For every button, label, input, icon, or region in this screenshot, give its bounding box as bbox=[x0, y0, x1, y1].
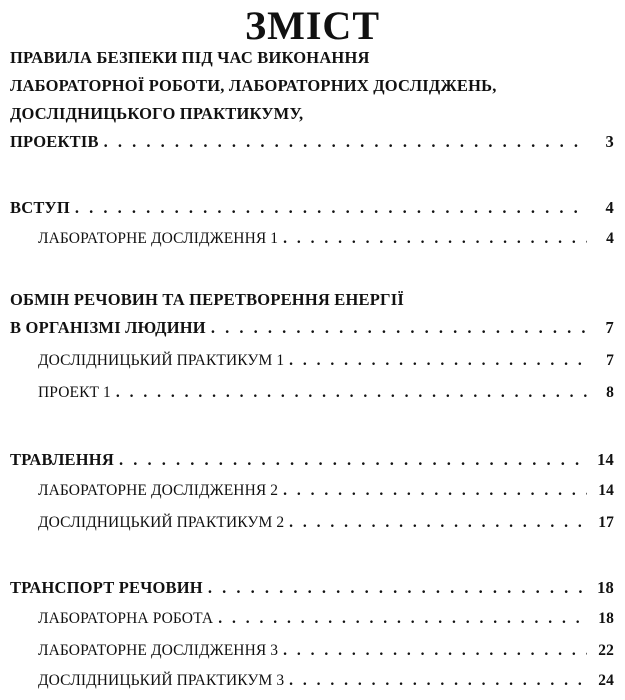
toc-subentry-label: ДОСЛІДНИЦЬКИЙ ПРАКТИКУМ 1 bbox=[38, 352, 285, 369]
dot-leader bbox=[289, 352, 587, 370]
toc-entry-label: В ОРГАНІЗМІ ЛЮДИНИ bbox=[10, 318, 206, 337]
dot-leader bbox=[208, 578, 587, 598]
dot-leader bbox=[283, 642, 587, 660]
toc-entry-page: 3 bbox=[605, 132, 614, 151]
toc-subentry[interactable] bbox=[38, 230, 614, 254]
toc-subentry[interactable] bbox=[38, 610, 614, 634]
toc-entry-transport[interactable] bbox=[10, 578, 614, 602]
toc-entry-label: ТРАВЛЕННЯ bbox=[10, 450, 114, 469]
dot-leader bbox=[283, 230, 587, 248]
toc-subentry-label: ДОСЛІДНИЦЬКИЙ ПРАКТИКУМ 2 bbox=[38, 514, 285, 531]
dot-leader bbox=[289, 514, 587, 532]
toc-subentry-page: 18 bbox=[598, 610, 614, 627]
toc-subentry[interactable] bbox=[38, 384, 614, 408]
toc-subentry-page: 17 bbox=[598, 514, 614, 531]
toc-entry-label: ТРАНСПОРТ РЕЧОВИН bbox=[10, 578, 203, 597]
toc-entry-label: ВСТУП bbox=[10, 198, 70, 217]
toc-subentry[interactable] bbox=[38, 642, 614, 666]
toc-entry-page: 18 bbox=[597, 578, 614, 597]
page-title: ЗМІСТ bbox=[245, 3, 380, 48]
toc-subentry-label: ЛАБОРАТОРНЕ ДОСЛІДЖЕННЯ 1 bbox=[38, 230, 279, 247]
dot-leader bbox=[211, 318, 587, 338]
dot-leader bbox=[104, 132, 587, 152]
toc-subentry-page: 14 bbox=[598, 482, 614, 499]
toc-subentry[interactable] bbox=[38, 482, 614, 506]
toc-subentry[interactable] bbox=[38, 352, 614, 376]
toc-subentry[interactable] bbox=[38, 514, 614, 538]
toc-entry-safety[interactable] bbox=[10, 132, 614, 156]
toc-subentry-page: 22 bbox=[598, 642, 614, 659]
toc-subentry-label: ЛАБОРАТОРНА РОБОТА bbox=[38, 610, 214, 627]
toc-entry-page: 14 bbox=[597, 450, 614, 469]
toc-entry-page: 4 bbox=[605, 198, 614, 217]
dot-leader bbox=[289, 672, 587, 690]
toc-subentry-page: 8 bbox=[606, 384, 614, 401]
toc-subentry[interactable] bbox=[38, 672, 614, 696]
toc-entry-metabolism[interactable] bbox=[10, 318, 614, 342]
toc-entry-label: ПРОЕКТІВ bbox=[10, 132, 99, 151]
dot-leader bbox=[116, 384, 587, 402]
section-safety-title-line-3: ДОСЛІДНИЦЬКОГО ПРАКТИКУМУ, bbox=[10, 104, 304, 123]
toc-subentry-page: 24 bbox=[598, 672, 614, 689]
section-metabolism-title-line-1: ОБМІН РЕЧОВИН ТА ПЕРЕТВОРЕННЯ ЕНЕРГІЇ bbox=[10, 290, 404, 309]
dot-leader bbox=[218, 610, 587, 628]
toc-subentry-page: 7 bbox=[606, 352, 614, 369]
toc-entry-page: 7 bbox=[605, 318, 614, 337]
toc-subentry-page: 4 bbox=[606, 230, 614, 247]
dot-leader bbox=[75, 198, 587, 218]
toc-subentry-label: ЛАБОРАТОРНЕ ДОСЛІДЖЕННЯ 3 bbox=[38, 642, 279, 659]
toc-subentry-label: ЛАБОРАТОРНЕ ДОСЛІДЖЕННЯ 2 bbox=[38, 482, 279, 499]
toc-entry-intro[interactable] bbox=[10, 198, 614, 222]
dot-leader bbox=[119, 450, 587, 470]
section-safety-title-line-1: ПРАВИЛА БЕЗПЕКИ ПІД ЧАС ВИКОНАННЯ bbox=[10, 48, 370, 67]
toc-subentry-label: ДОСЛІДНИЦЬКИЙ ПРАКТИКУМ 3 bbox=[38, 672, 285, 689]
dot-leader bbox=[283, 482, 587, 500]
section-safety-title-line-2: ЛАБОРАТОРНОЇ РОБОТИ, ЛАБОРАТОРНИХ ДОСЛІДЖЕНЬ, bbox=[10, 76, 497, 95]
toc-entry-digestion[interactable] bbox=[10, 450, 614, 474]
toc-subentry-label: ПРОЕКТ 1 bbox=[38, 384, 111, 401]
